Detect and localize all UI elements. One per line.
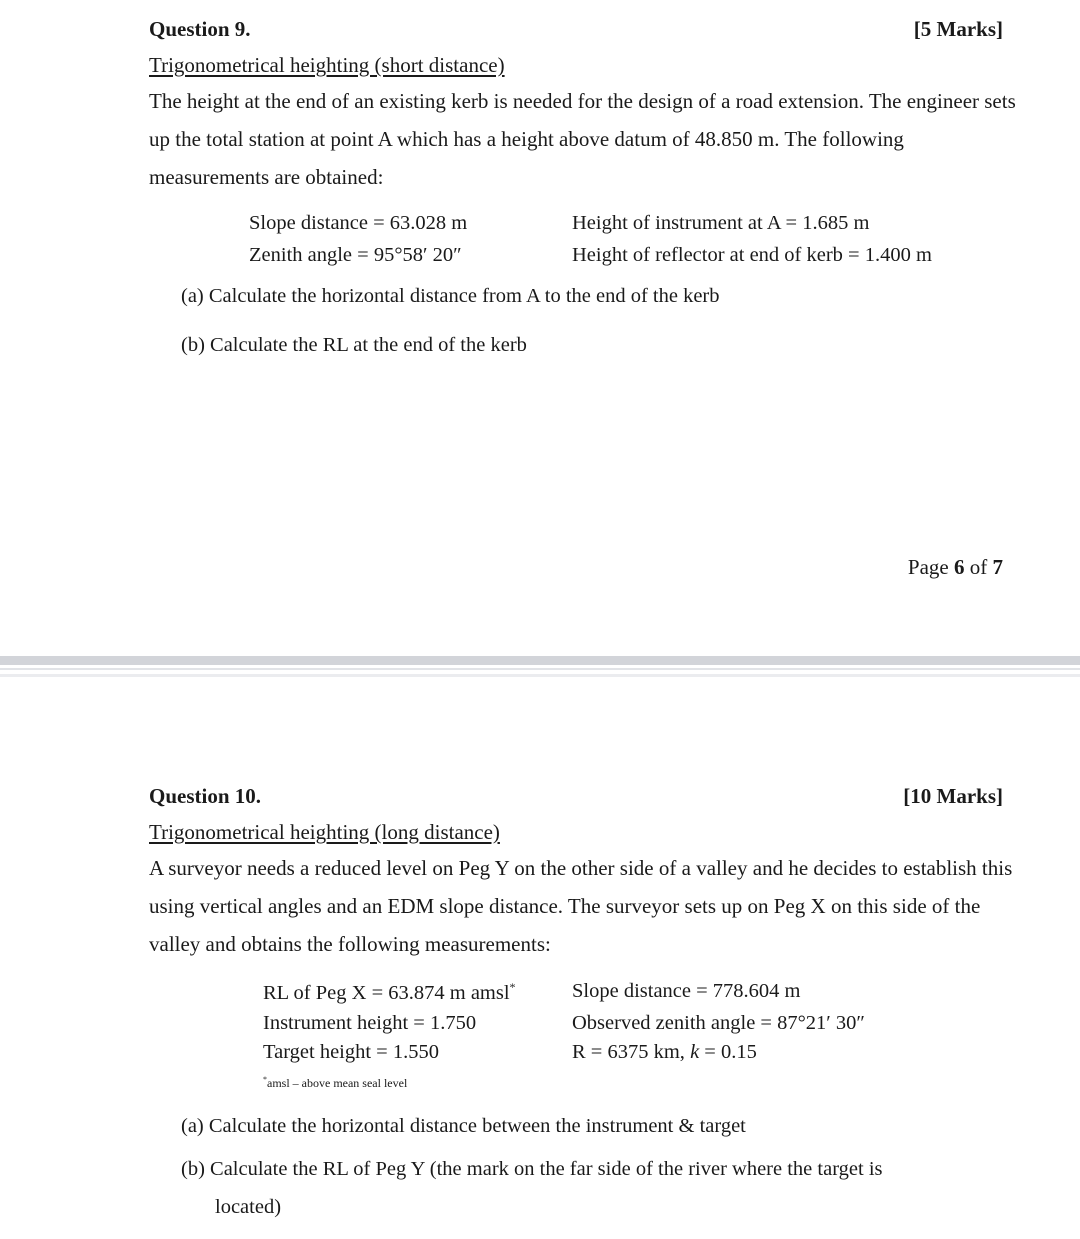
q10-slope-distance: Slope distance = 778.604 m <box>572 980 801 1002</box>
q10-earth-radius-refraction: R = 6375 km, k = 0.15 <box>572 1041 757 1063</box>
page-current: 6 <box>954 555 965 579</box>
q10-part-b: (b) Calculate the RL of Peg Y (the mark on the far side of the river where the target is <box>181 1158 883 1180</box>
question-10-subtitle: Trigonometrical heighting (long distance) <box>149 820 500 844</box>
q10-footnote: *amsl – above mean seal level <box>263 1075 408 1090</box>
q10-rl-peg-x: RL of Peg X = 63.874 m amsl* <box>263 980 516 1004</box>
question-9-subtitle: Trigonometrical heighting (short distance) <box>149 53 505 77</box>
page-total: 7 <box>992 555 1003 579</box>
q10-zenith-angle: Observed zenith angle = 87°21′ 30″ <box>572 1012 865 1034</box>
question-10-intro: A surveyor needs a reduced level on Peg Y on the other side of a valley and he decides to establish this using vertical angles and an EDM slope distance. The surveyor sets up on Peg X on this side of the valley and obtains the following measurements: <box>149 856 1013 956</box>
question-10-title: Question 10. <box>149 784 262 808</box>
q10-instrument-height: Instrument height = 1.750 <box>263 1012 477 1034</box>
question-9-title: Question 9. <box>149 17 251 41</box>
q10-target-height: Target height = 1.550 <box>263 1041 439 1063</box>
question-9-marks: [5 Marks] <box>913 17 1003 41</box>
question-10-marks: [10 Marks] <box>903 784 1003 808</box>
page-divider <box>0 656 1080 665</box>
q9-zenith-angle: Zenith angle = 95°58′ 20″ <box>249 244 462 266</box>
page-number: Page 6 of 7 <box>907 555 1003 579</box>
q9-part-b: (b) Calculate the RL at the end of the kerb <box>181 334 527 356</box>
q9-part-a: (a) Calculate the horizontal distance from A to the end of the kerb <box>181 285 720 307</box>
q9-instrument-height: Height of instrument at A = 1.685 m <box>572 212 870 234</box>
q10-part-a: (a) Calculate the horizontal distance between the instrument & target <box>181 1115 746 1137</box>
q9-slope-distance: Slope distance = 63.028 m <box>249 212 468 234</box>
q9-reflector-height: Height of reflector at end of kerb = 1.400 m <box>572 244 932 266</box>
q10-part-b-continued: located) <box>215 1196 282 1218</box>
page-divider-shadow <box>0 674 1080 677</box>
page-divider-line <box>0 668 1080 670</box>
question-9-intro: The height at the end of an existing kerb is needed for the design of a road extension. The engineer sets up the total station at point A which has a height above datum of 48.850 m. The following measurements are obtained: <box>149 89 1016 189</box>
